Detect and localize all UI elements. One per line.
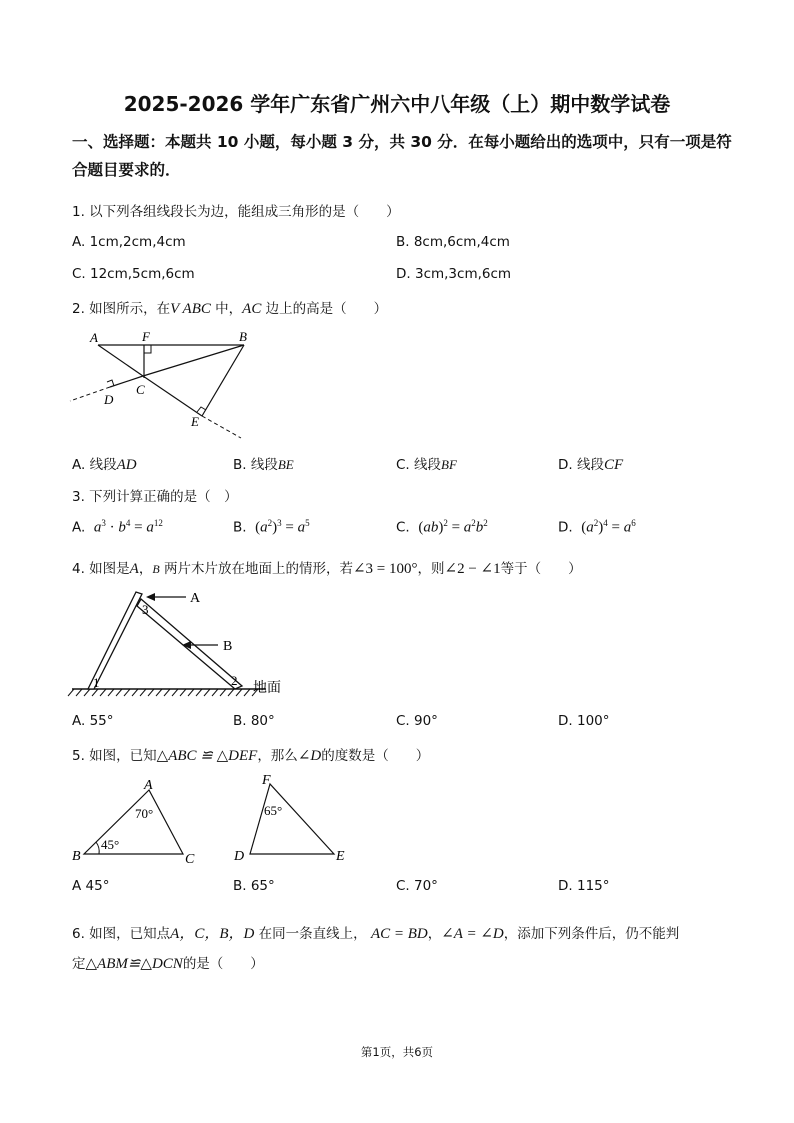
q5-label-a: A — [144, 778, 153, 793]
question-6-line-2: 定△ABM≌△DCN的是（ ） — [72, 956, 264, 972]
q5-label-e: E — [336, 849, 345, 864]
q4-option-c: C. 90° — [396, 713, 438, 729]
q2-figure — [66, 326, 256, 442]
q5-option-a: A 45° — [72, 878, 110, 894]
q4-label-a: A — [190, 591, 201, 606]
q5-option-c: C. 70° — [396, 878, 438, 894]
q5-option-d: D. 115° — [558, 878, 610, 894]
q5-option-b: B. 65° — [233, 878, 275, 894]
q4-label-b: B — [223, 639, 233, 654]
q2-label-d: D — [104, 392, 114, 407]
page-footer: 第1页，共6页 — [360, 1045, 434, 1059]
q3-option-d: D. $(a^2)^4 = a^6$ — [558, 518, 636, 536]
section-heading: 一、选择题：本题共 10 小题，每小题 3 分，共 30 分．在每小题给出的选项中，只有一项是符合题目要求的． — [72, 133, 732, 179]
q4-option-a: A. 55° — [72, 713, 114, 729]
q5-angle-b: 45° — [101, 837, 120, 852]
q3-option-b: B. $(a^2)^3 = a^5$ — [233, 518, 310, 536]
q2-label-b: B — [239, 329, 247, 344]
q3-option-a: A. $a^3 \cdot b^4 = a^{12}$ — [72, 518, 163, 536]
q4-option-d: D. 100° — [558, 713, 610, 729]
question-5-stem: 5. 如图，已知△ABC ≌ △DEF，那么∠D的度数是（ ） — [72, 748, 430, 764]
q4-angle-2: 2 — [231, 673, 238, 688]
q4-angle-3: 3 — [142, 602, 149, 617]
q5-label-b: B — [72, 849, 81, 864]
question-2-stem: 2. 如图所示，在V ABC 中，AC 边上的高是（ ） — [72, 301, 388, 317]
q4-option-b: B. 80° — [233, 713, 275, 729]
q3-option-c: C. $(ab)^2 = a^2b^2$ — [396, 518, 488, 536]
q1-option-b: B. 8cm,6cm,4cm — [396, 234, 510, 250]
q2-label-f: F — [142, 329, 150, 344]
q2-label-a: A — [90, 330, 98, 345]
q5-label-d: D — [234, 849, 245, 864]
q4-figure — [66, 582, 306, 700]
q4-angle-1: 1 — [93, 675, 100, 690]
q2-option-a: A. 线段AD — [72, 457, 137, 473]
q1-option-d: D. 3cm,3cm,6cm — [396, 266, 512, 282]
q4-ground-label: 地面 — [253, 680, 281, 696]
q5-figures — [66, 772, 366, 870]
q5-angle-f: 65° — [264, 803, 283, 818]
question-3-stem: 3. 下列计算正确的是（ ） — [72, 489, 238, 505]
q5-label-c: C — [185, 852, 195, 867]
q2-option-b: B. 线段BE — [233, 457, 294, 473]
q2-label-e: E — [191, 414, 199, 429]
question-1-stem: 1. 以下列各组线段长为边，能组成三角形的是（ ） — [72, 204, 400, 220]
q5-label-f: F — [262, 773, 271, 788]
q5-angle-a: 70° — [135, 806, 154, 821]
q1-option-a: A. 1cm,2cm,4cm — [72, 234, 186, 250]
q2-option-c: C. 线段BF — [396, 457, 457, 473]
question-6-line-1: 6. 如图，已知点A，C，B，D 在同一条直线上， AC = BD，∠A = ∠D，添加下列条件后，仍不能判 — [72, 926, 680, 942]
question-4-stem: 4. 如图是A，B 两片木片放在地面上的情形，若∠3 = 100°，则∠2 − ∠1等于（ ） — [72, 561, 582, 577]
q2-option-d: D. 线段CF — [558, 457, 624, 473]
q2-label-c: C — [136, 382, 145, 397]
q1-option-c: C. 12cm,5cm,6cm — [72, 266, 195, 282]
page-title: 2025-2026 学年广东省广州六中八年级（上）期中数学试卷 — [123, 92, 671, 116]
